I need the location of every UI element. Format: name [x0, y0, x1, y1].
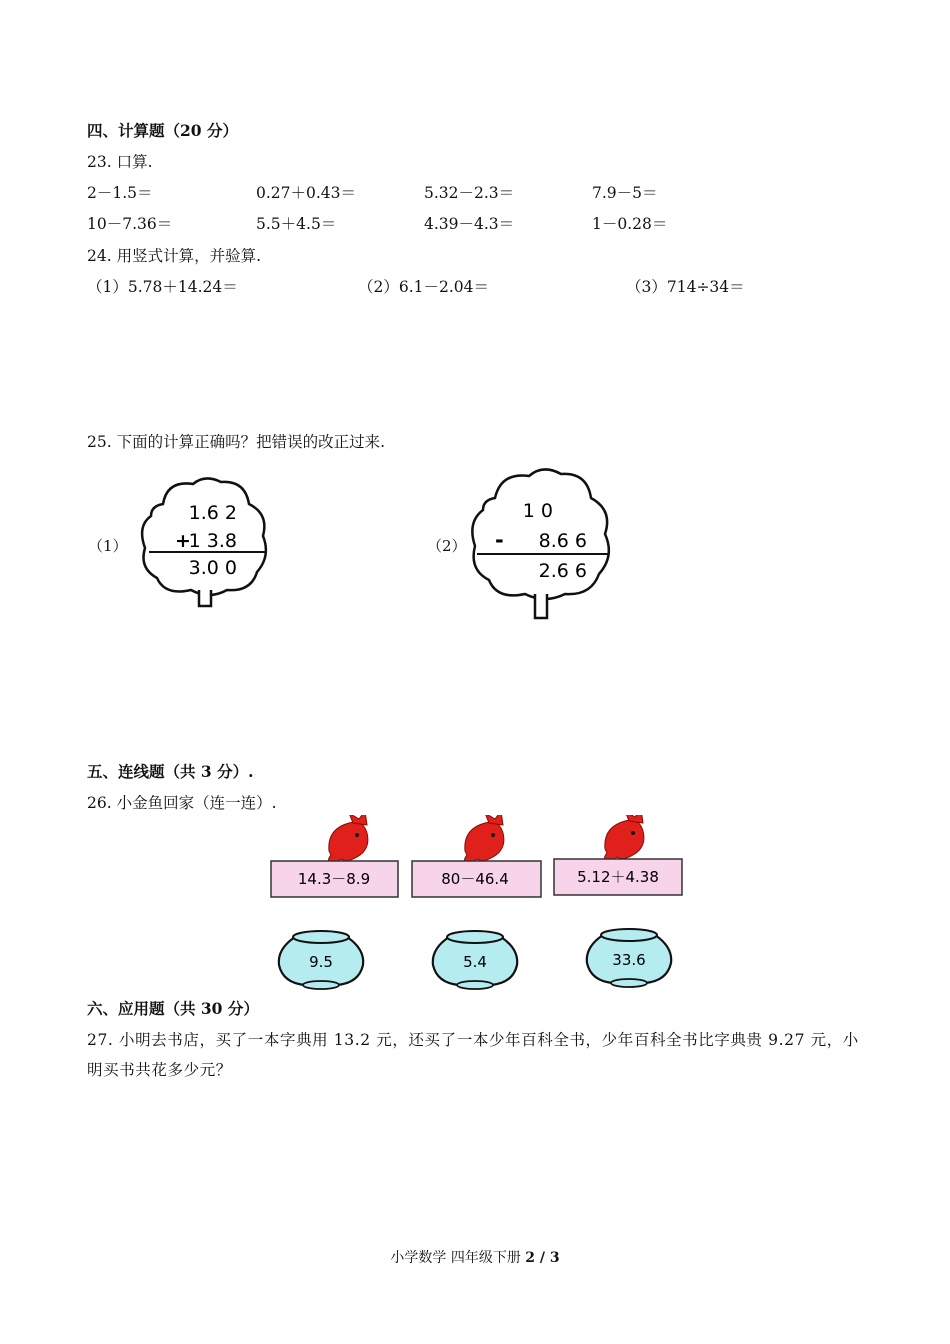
question-24-title: 24. 用竖式计算，并验算.	[87, 247, 262, 265]
fish-matching-figure	[265, 815, 695, 995]
bowl-number: 33.6	[612, 951, 646, 969]
question-26-title: 26. 小金鱼回家（连一连）.	[87, 794, 277, 812]
oral-item: 7.9－5＝	[592, 184, 658, 202]
tree-bottom-number: 8.6 6	[538, 530, 587, 552]
tree-label: （2）	[427, 537, 467, 555]
page-footer	[0, 1247, 950, 1267]
question-23-title: 23. 口算.	[87, 153, 153, 171]
question-25-title: 25. 下面的计算正确吗？把错误的改正过来.	[87, 433, 386, 451]
goldfish-icon	[604, 815, 644, 865]
tree-calculation-2	[465, 464, 620, 624]
tree-top-number: 1.6 2	[188, 502, 237, 524]
section-five-heading: 五、连线题（共 3 分）.	[87, 762, 254, 781]
goldfish-icon	[328, 815, 368, 867]
page-number: 2 / 3	[525, 1250, 560, 1266]
section-six-heading: 六、应用题（共 30 分）	[87, 999, 259, 1018]
goldfish-icon	[464, 815, 504, 867]
oral-item: 2－1.5＝	[87, 184, 153, 202]
question-27-text: 27. 小明去书店，买了一本字典用 13.2 元，还买了一本少年百科全书，少年百科全书比字典贵 9.27 元，小明买书共花多少元？	[87, 1031, 859, 1079]
oral-item: 5.5＋4.5＝	[256, 215, 337, 233]
section-four-heading: 四、计算题（20 分）	[87, 121, 238, 140]
oral-item: 1－0.28＝	[592, 215, 668, 233]
expression-label: 80－46.4	[441, 870, 509, 888]
expression-label: 5.12＋4.38	[577, 868, 659, 886]
oral-item: 0.27＋0.43＝	[256, 184, 357, 202]
oral-item: 5.32－2.3＝	[424, 184, 515, 202]
tree-calculation-1	[135, 474, 275, 614]
oral-item: 10－7.36＝	[87, 215, 173, 233]
tree-result: 3.0 0	[188, 557, 237, 579]
tree-operator: +	[175, 530, 191, 552]
oral-item: 4.39－4.3＝	[424, 215, 515, 233]
vertical-calc-item: （2）6.1－2.04＝	[358, 278, 490, 296]
footer-label: 小学数学 四年级下册	[390, 1250, 526, 1266]
vertical-calc-item: （3）714÷34＝	[626, 278, 745, 296]
tree-top-number: 1 0	[522, 500, 553, 522]
expression-label: 14.3－8.9	[297, 870, 371, 888]
vertical-calc-item: （1）5.78＋14.24＝	[87, 278, 238, 296]
tree-operator: -	[495, 528, 504, 552]
bowl-number: 9.5	[309, 953, 333, 971]
tree-label: （1）	[88, 537, 128, 555]
tree-bottom-number: 1 3.8	[188, 530, 237, 552]
bowl-number: 5.4	[463, 953, 487, 971]
tree-result: 2.6 6	[538, 560, 587, 582]
